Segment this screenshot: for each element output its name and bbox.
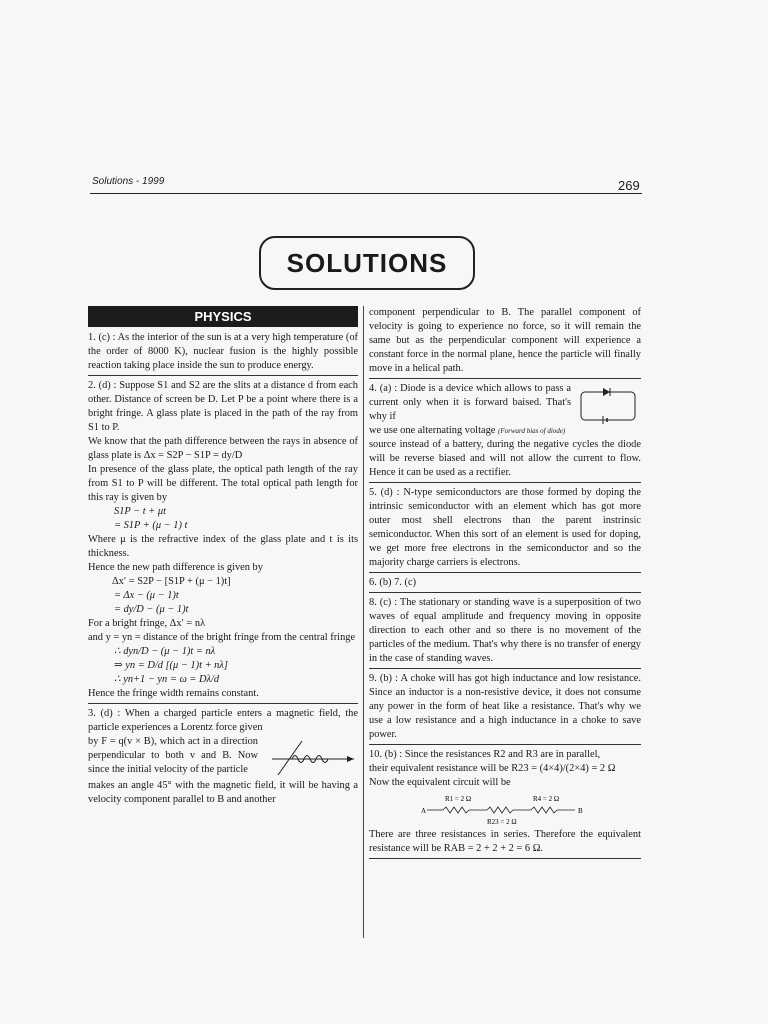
answer-text: Now the equivalent circuit will be [369, 777, 511, 788]
page-number: 269 [618, 178, 640, 193]
answer-3-continued [369, 306, 641, 379]
answer-text: 8. (c) : The stationary or standing wave is a superposition of two waves of equal amplitude and frequency moving in opposite direction to each other and so there is no movement of the particles of the medium. That's why there is no transfer of energy in the case of standing waves. [369, 597, 641, 664]
answer-text: and y = yn = distance of the bright fringe from the central fringe [88, 632, 356, 643]
answer-5 [369, 486, 641, 573]
equation: ∴ yn+1 − yn = ω = Dλ/d [114, 674, 220, 685]
column-divider [363, 306, 364, 938]
answer-1 [88, 331, 358, 376]
equation: S1P − t + μt [114, 506, 166, 517]
equation: = Δx − (μ − 1)t [114, 590, 179, 601]
answer-text: makes an angle 45° with the magnetic field, it will be having a velocity component parallel to B and another [88, 780, 358, 805]
answer-8 [369, 596, 641, 669]
left-column [88, 306, 358, 807]
answer-10 [369, 748, 641, 859]
resistor-label: R4 = 2 Ω [533, 795, 560, 803]
answer-4 [369, 382, 641, 483]
equation: = S1P + (μ − 1) t [114, 520, 188, 531]
diode-circuit-icon [575, 384, 641, 424]
resistor-circuit-diagram [415, 792, 595, 826]
page-title: SOLUTIONS [286, 247, 448, 278]
right-column [369, 306, 641, 862]
answer-text: There are three resistances in series. Therefore the equivalent resistance will be RAB = 2 + 2 + 2 = 6 Ω. [369, 829, 641, 854]
answer-text: we use one alternating voltage [369, 425, 496, 436]
answer-9 [369, 672, 641, 745]
answer-text: 10. (b) : Since the resistances R2 and R3 are in parallel, [369, 749, 601, 760]
answer-text: by F = q(v × B), which act in a direction perpendicular to both v and B. Now since the initial velocity of the particle [88, 736, 258, 775]
section-heading: PHYSICS [88, 306, 358, 327]
answer-text: 6. (b) 7. (c) [369, 577, 417, 588]
answer-4-figure-row [369, 382, 641, 424]
answer-text: 4. (a) : Diode is a device which allows to pass a current only when it is forward baised. That's why if [369, 383, 571, 422]
answer-text: 1. (c) : As the interior of the sun is at a very high temperature (of the order of 8000 K), nuclear fusion is the highly possible reaction taking place inside the sun to produce energy. [88, 332, 358, 371]
answer-text: 9. (b) : A choke will has got high inductance and low resistance. Since an inductor is a non-resistive device, it does not consume any power in the form of heat like a resistance. That's why we use a low resistance and a high inductance in a choke to save power. [369, 673, 641, 740]
answer-text: In presence of the glass plate, the optical path length of the ray from S1 to P will be different. The total optical path length for this ray is given by [88, 464, 358, 503]
circuit-node-b: B [578, 807, 583, 815]
equation: ⇒ yn = D/d [(μ − 1)t + nλ] [114, 660, 228, 671]
header-rule [90, 193, 642, 194]
resistor-circuit [369, 792, 641, 826]
answer-text: Where μ is the refractive index of the glass plate and t is its thickness. [88, 534, 358, 559]
answer-text: Hence the new path difference is given by [88, 562, 263, 573]
circuit-node-a: A [421, 807, 427, 815]
resistor-label: R23 = 2 Ω [487, 818, 517, 826]
equation: Δx′ = S2P − [S1P + (μ − 1)t] [112, 576, 231, 587]
equation: ∴ dyn/D − (μ − 1)t = nλ [114, 646, 216, 657]
answer-3-figure-row [88, 735, 358, 779]
running-head: Solutions - 1999 [92, 176, 165, 187]
answer-text: source instead of a battery, during the negative cycles the diode will be reverse biased and will not allow the current to flow. Hence it can be used as a rectifier. [369, 439, 641, 478]
answer-6-7 [369, 576, 641, 593]
title-box [259, 236, 475, 290]
answer-text: 2. (d) : Suppose S1 and S2 are the slits at a distance d from each other. Distance of screen be D. Let P be a point where there is a bright fringe. A glass plate is placed in the path of the ray from S1 to P. [88, 380, 358, 433]
answer-text: We know that the path difference between the rays in absence of glass plate is Δx = S2P − S1P = dy/D [88, 436, 358, 461]
helix-diagram-icon [258, 735, 358, 779]
answer-text: their equivalent resistance will be R23 = (4×4)/(2×4) = 2 Ω [369, 763, 616, 774]
answer-3 [88, 707, 358, 807]
answer-text: For a bright fringe, Δx′ = nλ [88, 618, 206, 629]
figure-caption: (Forward bias of diode) [497, 427, 566, 435]
equation: = dy/D − (μ − 1)t [114, 604, 189, 615]
answer-text: 5. (d) : N-type semiconductors are those formed by doping the intrinsic semiconductor with an element which has got more outer most shell electrons than the parent instrinsic semiconductor. When this sort of an element is used for doping, we get more free electrons in the semiconductor and so the majority charge carriers is electrons. [369, 487, 641, 568]
answer-text: Hence the fringe width remains constant. [88, 688, 259, 699]
resistor-label: R1 = 2 Ω [445, 795, 472, 803]
answer-text: component perpendicular to B. The parallel component of velocity is going to experience no force, so it will remain the same but as the perpendicular component will experience a constant force in the normal plane, hence the particle will finally move in a helical path. [369, 307, 641, 374]
answer-text: 3. (d) : When a charged particle enters a magnetic field, the particle experiences a Lorentz force given [88, 708, 358, 733]
answer-2 [88, 379, 358, 704]
